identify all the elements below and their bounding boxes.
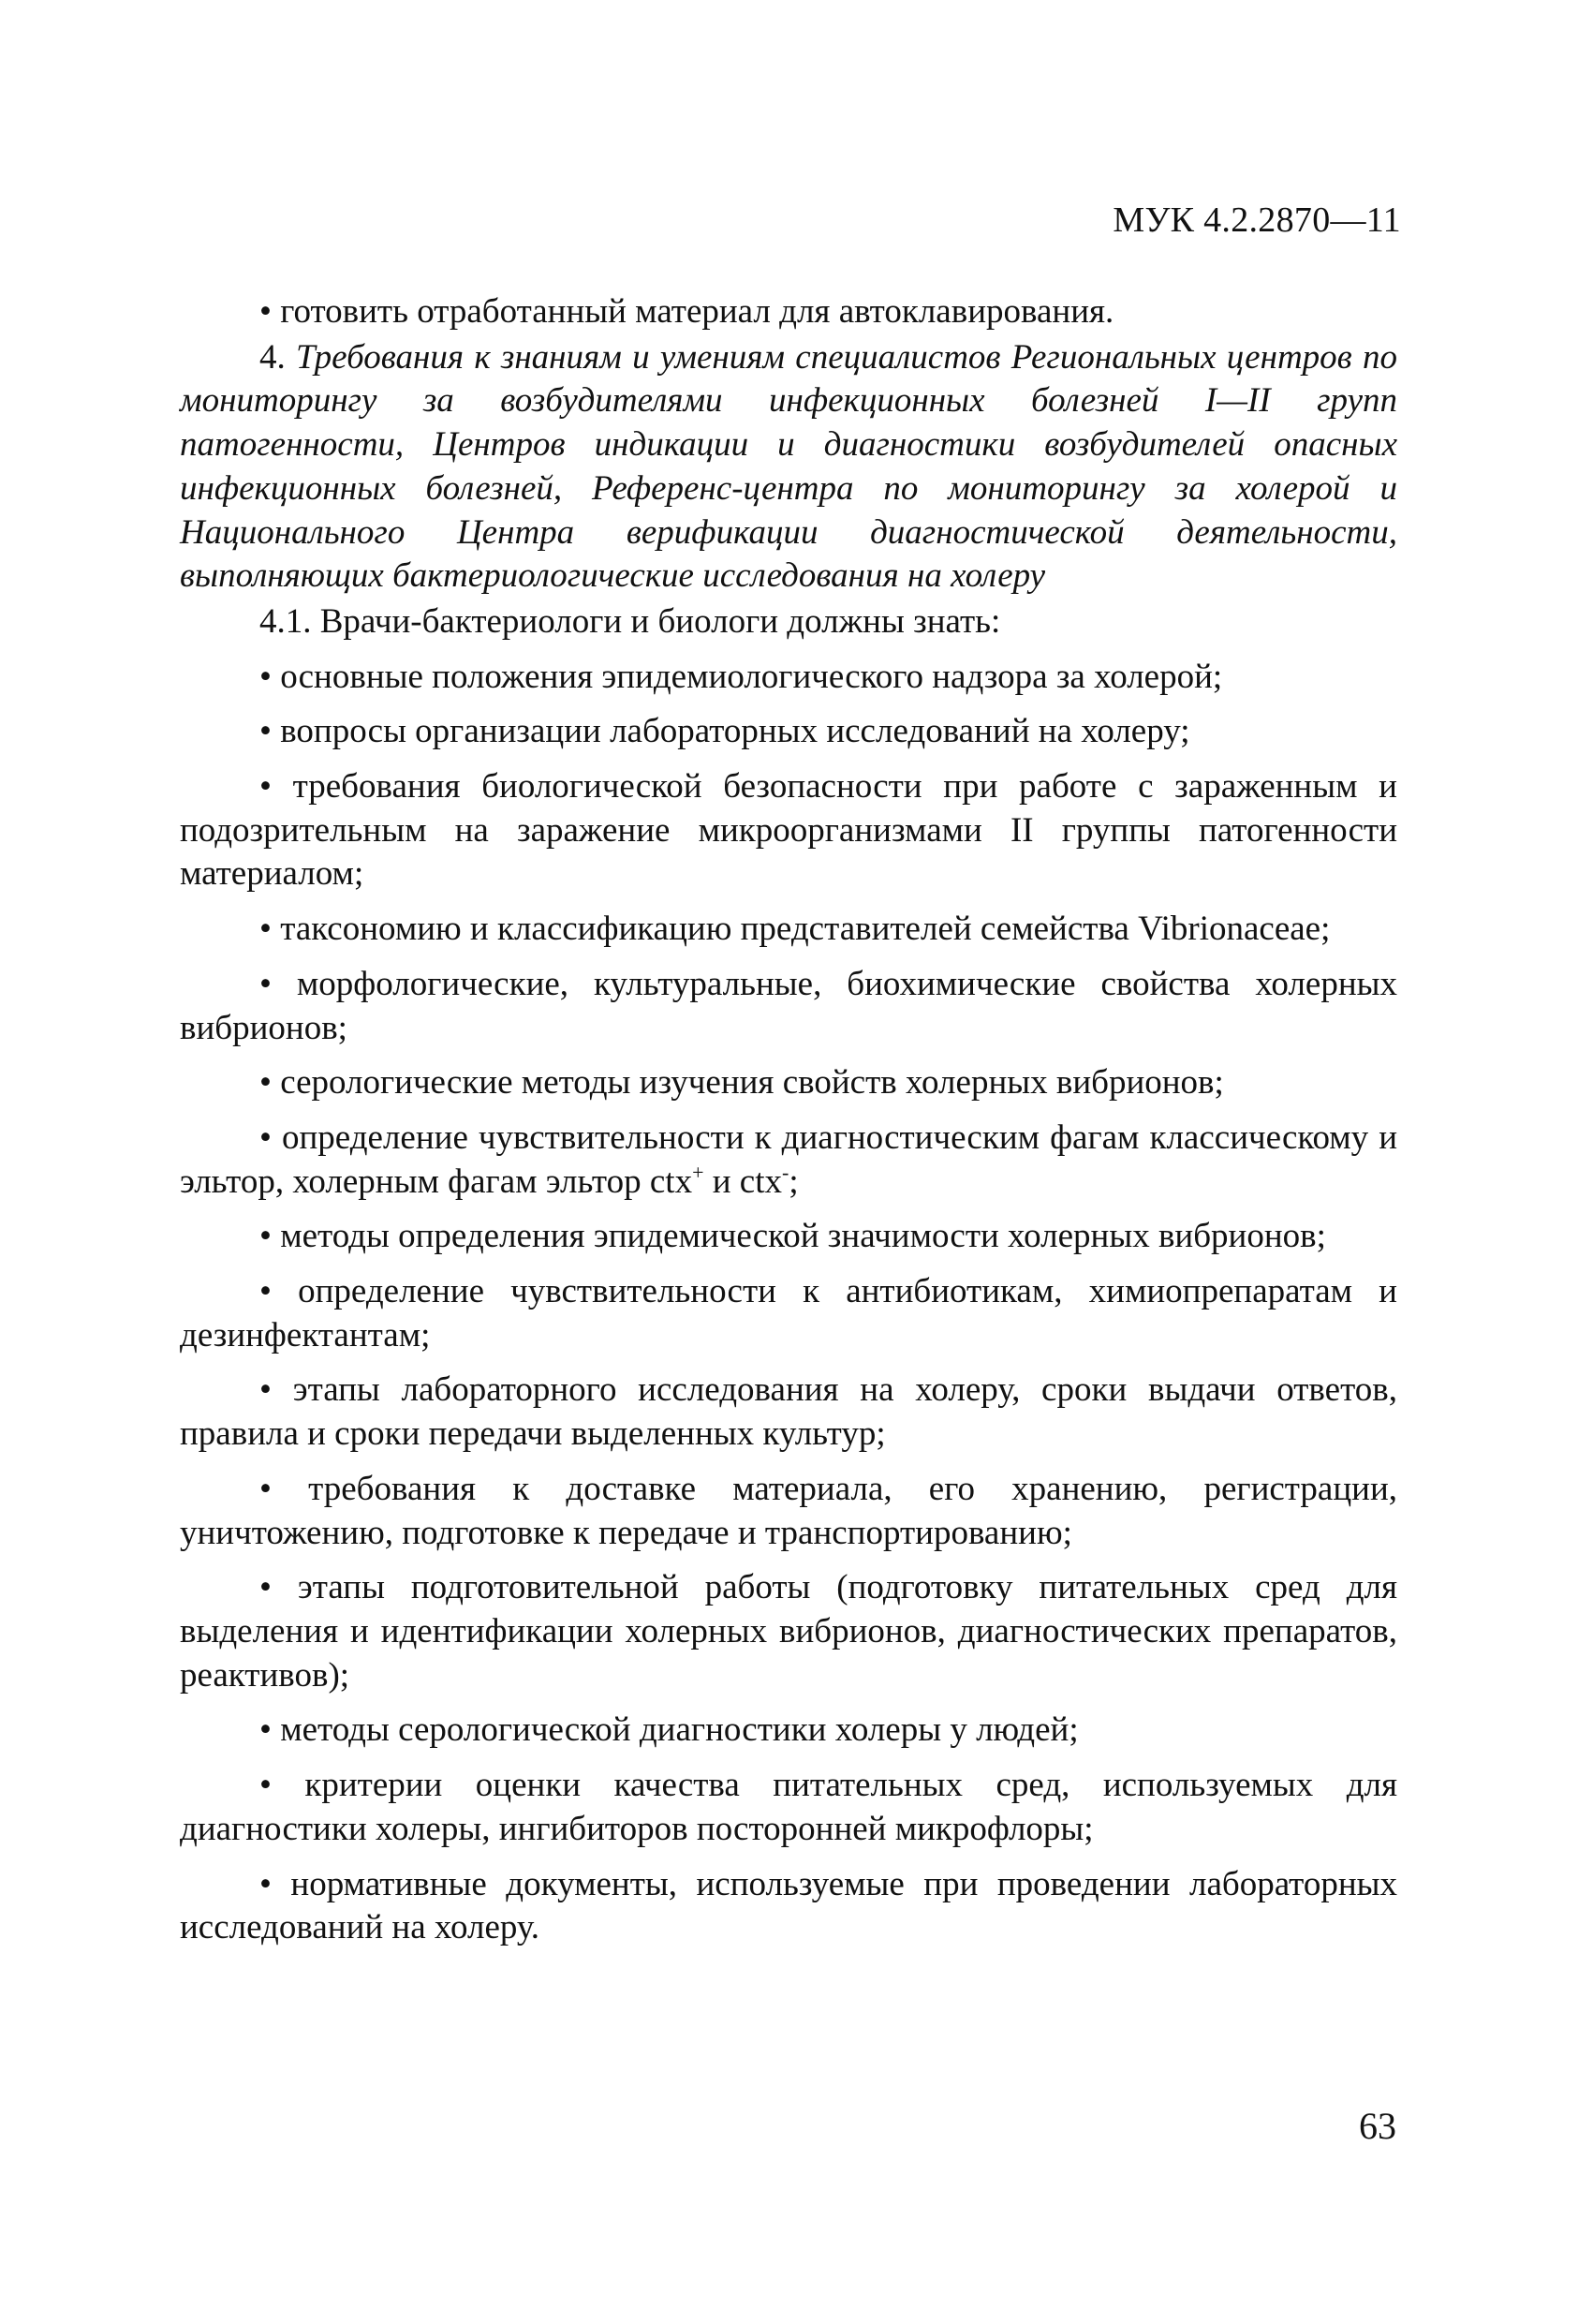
subsection-4-1-heading: 4.1. Врачи-бактериологи и биологи должны знать: <box>259 601 1001 641</box>
ctx-plus-superscript: + <box>692 1160 704 1184</box>
section-4-number: 4. <box>259 337 296 377</box>
list-item: • этапы подготовительной работы (подготовку питательных сред для выделения и идентификации холерных вибрионов, диагностических препаратов, реактивов); <box>180 1568 1397 1695</box>
list-item-autoclave: • готовить отработанный материал для автоклавирования. <box>259 292 1114 331</box>
phage-text-middle: и ctx <box>703 1162 783 1201</box>
phage-text-start: • определение чувствительности к диагностическим фагам классическому и эльтор, холерным фагам эльтор ctx <box>180 1118 1397 1201</box>
list-item: • нормативные документы, используемые при проведении лабораторных исследований на холеру. <box>180 1864 1397 1947</box>
list-item: • методы определения эпидемической значимости холерных вибрионов; <box>259 1217 1326 1256</box>
list-item: • морфологические, культуральные, биохимические свойства холерных вибрионов; <box>180 964 1397 1047</box>
ctx-minus-superscript: - <box>782 1160 789 1184</box>
list-item: • основные положения эпидемиологического надзора за холерой; <box>259 657 1223 696</box>
document-code: МУК 4.2.2870—11 <box>1113 200 1401 240</box>
list-item: • таксономию и классификацию представителей семейства Vibrionaceae; <box>259 910 1331 949</box>
list-item: • серологические методы изучения свойств холерных вибрионов; <box>259 1063 1224 1103</box>
list-item-phages <box>180 1117 1397 1204</box>
phage-text-end: ; <box>789 1162 799 1201</box>
document-body <box>180 290 1397 1950</box>
list-item: • требования к доставке материала, его хранению, регистрации, уничтожению, подготовке к передаче и транспортированию; <box>180 1469 1397 1552</box>
list-item: • требования биологической безопасности при работе с зараженным и подозрительным на заражение микроорганизмами II группы патогенности материалом; <box>180 767 1397 894</box>
list-item: • определение чувствительности к антибиотикам, химиопрепаратам и дезинфектантам; <box>180 1272 1397 1354</box>
list-item: • критерии оценки качества питательных сред, используемых для диагностики холеры, ингибиторов посторонней микрофлоры; <box>180 1766 1397 1848</box>
section-4-title: Требования к знаниям и умениям специалистов Региональных центров по мониторингу за возбудителями инфекционных болезней I—II групп патогенности, Центров индикации и диагностики возбудителей опасных инфекционных болезней, Референс-центра по мониторингу за холерой и Национального Центра верификации диагностической деятельности, выполняющих бактериологические исследования на холеру <box>180 337 1397 596</box>
page-number: 63 <box>1359 2105 1396 2147</box>
section-4-heading <box>180 336 1397 599</box>
list-item: • этапы лабораторного исследования на холеру, сроки выдачи ответов, правила и сроки передачи выделенных культур; <box>180 1370 1397 1454</box>
list-item: • вопросы организации лабораторных исследований на холеру; <box>259 712 1190 751</box>
list-item: • методы серологической диагностики холеры у людей; <box>259 1710 1079 1750</box>
